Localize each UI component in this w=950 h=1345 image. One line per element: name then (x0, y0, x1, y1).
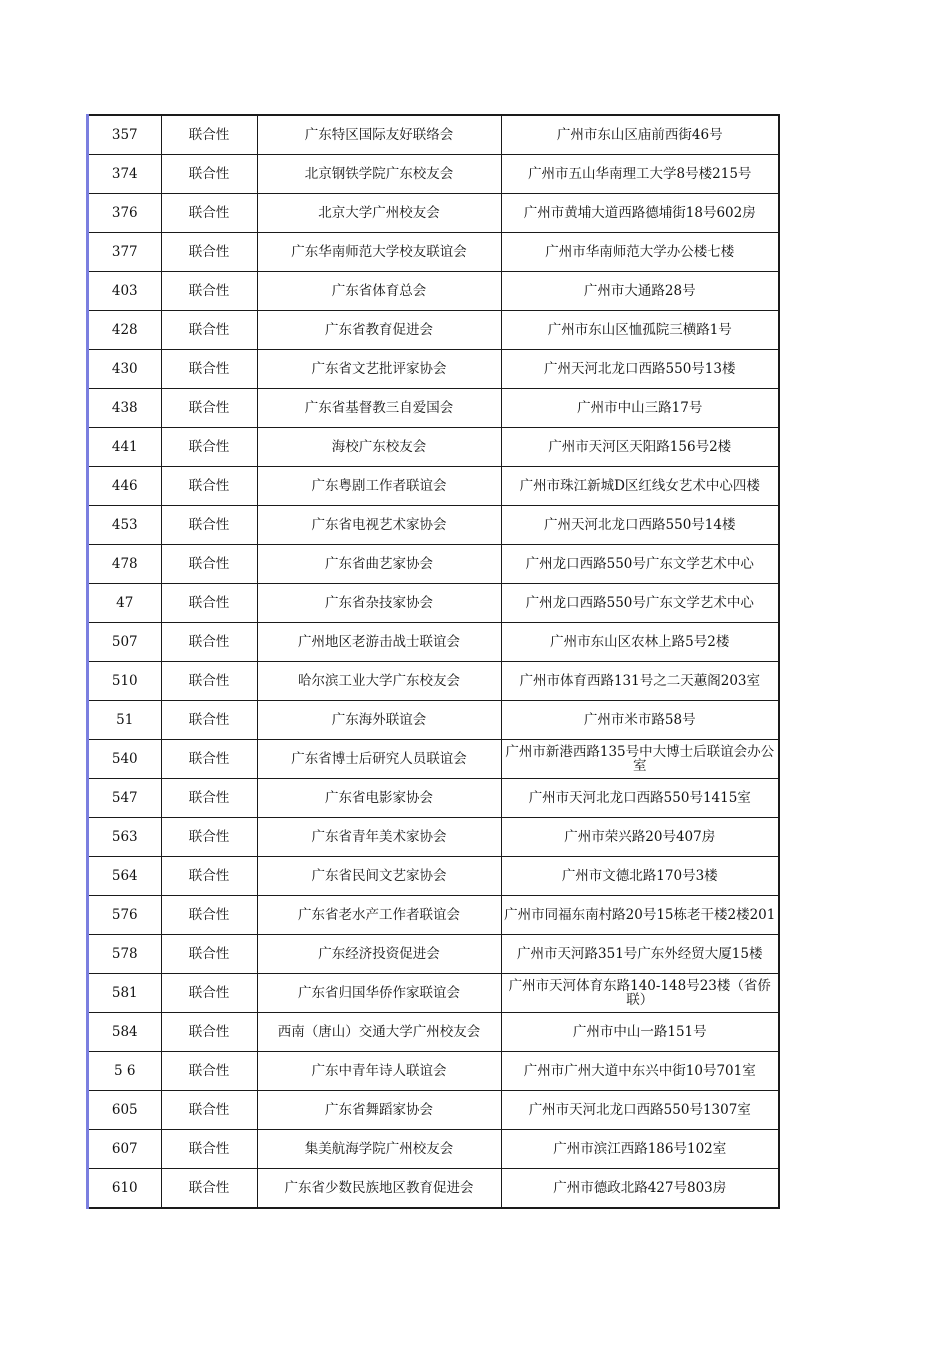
org-id-cell: 563 (89, 818, 161, 857)
table-row (89, 818, 779, 857)
org-name-cell: 海校广东校友会 (257, 428, 501, 467)
org-name-cell: 哈尔滨工业大学广东校友会 (257, 662, 501, 701)
org-id-cell: 578 (89, 935, 161, 974)
table-row (89, 779, 779, 818)
org-name-cell: 广东海外联谊会 (257, 701, 501, 740)
table-row (89, 662, 779, 701)
org-name-cell: 广东经济投资促进会 (257, 935, 501, 974)
table-row (89, 701, 779, 740)
organization-table (89, 114, 780, 1209)
table-row (89, 350, 779, 389)
org-type-cell: 联合性 (161, 1130, 257, 1169)
org-name-cell: 广东粤剧工作者联谊会 (257, 467, 501, 506)
org-address-cell: 广州市五山华南理工大学8号楼215号 (501, 155, 779, 194)
org-type-cell: 联合性 (161, 350, 257, 389)
table-row (89, 233, 779, 272)
org-address-cell: 广州市新港西路135号中大博士后联谊会办公室 (501, 740, 779, 779)
org-type-cell: 联合性 (161, 1091, 257, 1130)
org-id-cell: 51 (89, 701, 161, 740)
table-row (89, 545, 779, 584)
org-id-cell: 403 (89, 272, 161, 311)
org-address-cell: 广州市黄埔大道西路德埔街18号602房 (501, 194, 779, 233)
org-id-cell: 564 (89, 857, 161, 896)
org-id-cell: 377 (89, 233, 161, 272)
org-address-cell: 广州市东山区农林上路5号2楼 (501, 623, 779, 662)
org-name-cell: 广东省电视艺术家协会 (257, 506, 501, 545)
org-id-cell: 576 (89, 896, 161, 935)
org-address-cell: 广州市东山区庙前西街46号 (501, 115, 779, 155)
org-type-cell: 联合性 (161, 662, 257, 701)
table-row (89, 857, 779, 896)
table-row (89, 974, 779, 1013)
org-id-cell: 453 (89, 506, 161, 545)
org-address-cell: 广州市东山区恤孤院三横路1号 (501, 311, 779, 350)
table-row (89, 1130, 779, 1169)
table-row (89, 272, 779, 311)
org-id-cell: 446 (89, 467, 161, 506)
org-id-cell: 607 (89, 1130, 161, 1169)
org-name-cell: 广东省青年美术家协会 (257, 818, 501, 857)
org-address-cell: 广州市中山一路151号 (501, 1013, 779, 1052)
org-name-cell: 广东华南师范大学校友联谊会 (257, 233, 501, 272)
org-address-cell: 广州市华南师范大学办公楼七楼 (501, 233, 779, 272)
org-id-cell: 430 (89, 350, 161, 389)
org-address-cell: 广州市德政北路427号803房 (501, 1169, 779, 1209)
org-type-cell: 联合性 (161, 115, 257, 155)
org-name-cell: 广东省老水产工作者联谊会 (257, 896, 501, 935)
org-type-cell: 联合性 (161, 701, 257, 740)
table-row (89, 115, 779, 155)
org-id-cell: 547 (89, 779, 161, 818)
org-name-cell: 集美航海学院广州校友会 (257, 1130, 501, 1169)
org-address-cell: 广州市天河北龙口西路550号1307室 (501, 1091, 779, 1130)
org-address-cell: 广州市米市路58号 (501, 701, 779, 740)
org-type-cell: 联合性 (161, 311, 257, 350)
org-address-cell: 广州市荣兴路20号407房 (501, 818, 779, 857)
org-id-cell: 510 (89, 662, 161, 701)
org-id-cell: 605 (89, 1091, 161, 1130)
org-type-cell: 联合性 (161, 1013, 257, 1052)
org-id-cell: 478 (89, 545, 161, 584)
table-row (89, 584, 779, 623)
org-name-cell: 广东省电影家协会 (257, 779, 501, 818)
org-address-cell: 广州市天河北龙口西路550号1415室 (501, 779, 779, 818)
org-address-cell: 广州市广州大道中东兴中街10号701室 (501, 1052, 779, 1091)
organization-rows (89, 115, 779, 1208)
org-id-cell: 5 6 (89, 1052, 161, 1091)
org-address-cell: 广州市文德北路170号3楼 (501, 857, 779, 896)
table-row (89, 1052, 779, 1091)
table-row (89, 623, 779, 662)
org-name-cell: 广东省基督教三自爱国会 (257, 389, 501, 428)
org-name-cell: 广东省曲艺家协会 (257, 545, 501, 584)
org-name-cell: 北京钢铁学院广东校友会 (257, 155, 501, 194)
org-address-cell: 广州龙口西路550号广东文学艺术中心 (501, 545, 779, 584)
table-row (89, 194, 779, 233)
org-name-cell: 广东省民间文艺家协会 (257, 857, 501, 896)
registry-sheet (86, 114, 780, 1209)
table-row (89, 1013, 779, 1052)
org-type-cell: 联合性 (161, 1052, 257, 1091)
org-type-cell: 联合性 (161, 1169, 257, 1209)
org-type-cell: 联合性 (161, 740, 257, 779)
org-name-cell: 广东省博士后研究人员联谊会 (257, 740, 501, 779)
org-type-cell: 联合性 (161, 233, 257, 272)
org-id-cell: 374 (89, 155, 161, 194)
org-address-cell: 广州市天河区天阳路156号2楼 (501, 428, 779, 467)
table-row (89, 155, 779, 194)
org-address-cell: 广州天河北龙口西路550号14楼 (501, 506, 779, 545)
table-row (89, 467, 779, 506)
org-type-cell: 联合性 (161, 623, 257, 662)
org-id-cell: 428 (89, 311, 161, 350)
org-id-cell: 357 (89, 115, 161, 155)
table-row (89, 428, 779, 467)
org-type-cell: 联合性 (161, 818, 257, 857)
org-address-cell: 广州天河北龙口西路550号13楼 (501, 350, 779, 389)
org-type-cell: 联合性 (161, 389, 257, 428)
org-name-cell: 广东中青年诗人联谊会 (257, 1052, 501, 1091)
org-id-cell: 47 (89, 584, 161, 623)
org-type-cell: 联合性 (161, 779, 257, 818)
org-name-cell: 广东省杂技家协会 (257, 584, 501, 623)
org-id-cell: 584 (89, 1013, 161, 1052)
org-type-cell: 联合性 (161, 545, 257, 584)
org-id-cell: 581 (89, 974, 161, 1013)
org-address-cell: 广州市体育西路131号之二天蕙阁203室 (501, 662, 779, 701)
org-type-cell: 联合性 (161, 428, 257, 467)
org-name-cell: 广东省教育促进会 (257, 311, 501, 350)
org-id-cell: 540 (89, 740, 161, 779)
table-row (89, 935, 779, 974)
org-id-cell: 507 (89, 623, 161, 662)
org-name-cell: 广东省文艺批评家协会 (257, 350, 501, 389)
org-type-cell: 联合性 (161, 896, 257, 935)
table-row (89, 311, 779, 350)
org-type-cell: 联合性 (161, 974, 257, 1013)
org-address-cell: 广州市天河路351号广东外经贸大厦15楼 (501, 935, 779, 974)
table-row (89, 896, 779, 935)
org-id-cell: 610 (89, 1169, 161, 1209)
org-type-cell: 联合性 (161, 194, 257, 233)
org-address-cell: 广州市同福东南村路20号15栋老干楼2楼201 (501, 896, 779, 935)
org-type-cell: 联合性 (161, 272, 257, 311)
table-row (89, 1091, 779, 1130)
table-row (89, 389, 779, 428)
org-id-cell: 441 (89, 428, 161, 467)
org-address-cell: 广州市滨江西路186号102室 (501, 1130, 779, 1169)
org-address-cell: 广州市珠江新城D区红线女艺术中心四楼 (501, 467, 779, 506)
org-id-cell: 376 (89, 194, 161, 233)
org-name-cell: 广东省归国华侨作家联谊会 (257, 974, 501, 1013)
org-type-cell: 联合性 (161, 935, 257, 974)
org-id-cell: 438 (89, 389, 161, 428)
org-name-cell: 广东省体育总会 (257, 272, 501, 311)
org-name-cell: 北京大学广州校友会 (257, 194, 501, 233)
org-type-cell: 联合性 (161, 584, 257, 623)
table-row (89, 506, 779, 545)
org-name-cell: 西南（唐山）交通大学广州校友会 (257, 1013, 501, 1052)
org-address-cell: 广州龙口西路550号广东文学艺术中心 (501, 584, 779, 623)
table-row (89, 740, 779, 779)
org-type-cell: 联合性 (161, 467, 257, 506)
org-name-cell: 广东特区国际友好联络会 (257, 115, 501, 155)
org-type-cell: 联合性 (161, 857, 257, 896)
org-address-cell: 广州市天河体育东路140-148号23楼（省侨联） (501, 974, 779, 1013)
org-name-cell: 广州地区老游击战士联谊会 (257, 623, 501, 662)
table-row (89, 1169, 779, 1209)
org-name-cell: 广东省舞蹈家协会 (257, 1091, 501, 1130)
org-address-cell: 广州市大通路28号 (501, 272, 779, 311)
org-name-cell: 广东省少数民族地区教育促进会 (257, 1169, 501, 1209)
org-address-cell: 广州市中山三路17号 (501, 389, 779, 428)
org-type-cell: 联合性 (161, 155, 257, 194)
org-type-cell: 联合性 (161, 506, 257, 545)
